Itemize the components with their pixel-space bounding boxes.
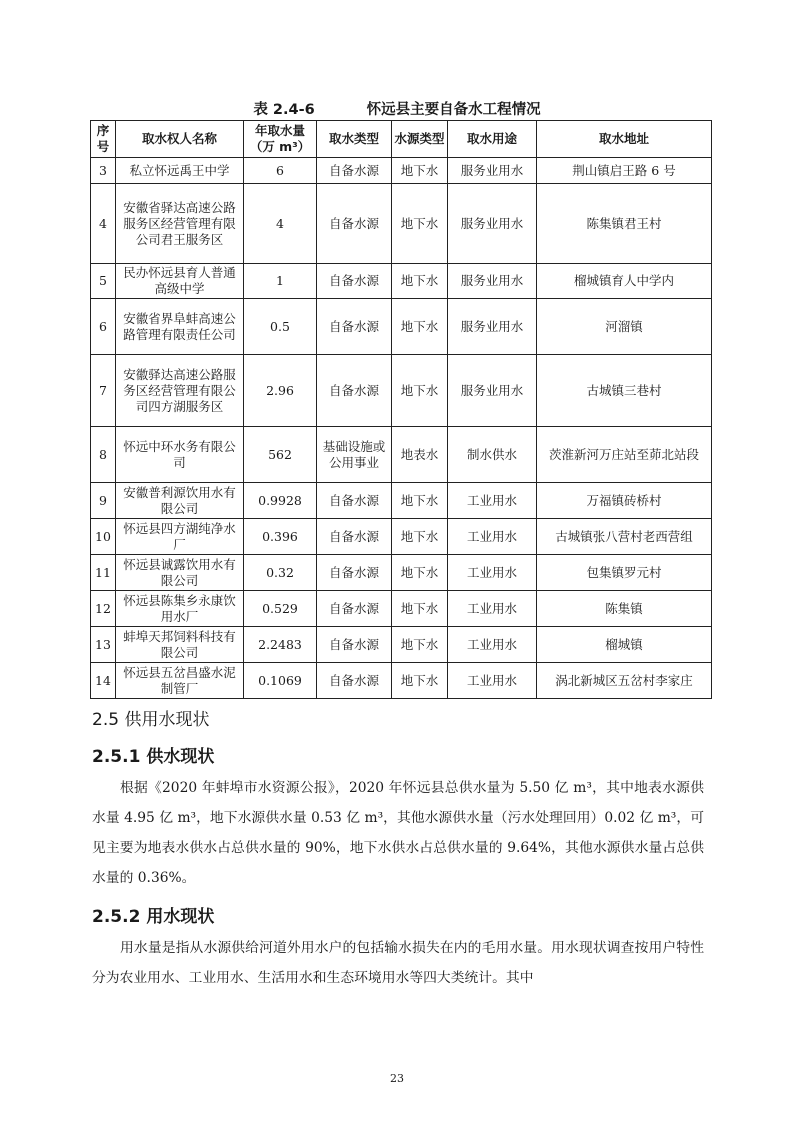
table-cell: 制水供水 [448, 427, 537, 483]
supply-paragraph: 根据《2020 年蚌埠市水资源公报》，2020 年怀远县总供水量为 5.50 亿 m³，其中地表水源供水量 4.95 亿 m³，地下水源供水量 0.53 亿 m³，其他水源供水量（污水处理回用）0.02 亿 m³，可见主要为地表水供水占总供水量的 90%，地下水供水占总供水量的 9.64%，其他水源供水量占总供水量的 0.36%。 [92, 780, 704, 886]
table-cell: 6 [91, 299, 116, 355]
table-cell: 地下水 [392, 264, 448, 299]
table-cell: 0.32 [244, 555, 317, 591]
table-cell: 河溜镇 [537, 299, 712, 355]
section-heading-2-5-1: 2.5.1 供水现状 [92, 747, 215, 767]
table-cell: 自备水源 [317, 184, 392, 264]
table-body [91, 158, 712, 699]
table-cell: 服务业用水 [448, 355, 537, 427]
table-row [91, 591, 712, 627]
table-cell: 自备水源 [317, 663, 392, 699]
table-cell: 安徽普利源饮用水有限公司 [116, 483, 244, 519]
table-cell: 9 [91, 483, 116, 519]
table-cell: 0.9928 [244, 483, 317, 519]
table-cell: 自备水源 [317, 555, 392, 591]
table-cell: 包集镇罗元村 [537, 555, 712, 591]
table-cell: 13 [91, 627, 116, 663]
table-cell: 2.96 [244, 355, 317, 427]
table-row [91, 355, 712, 427]
section-heading-2-5: 2.5 供用水现状 [92, 710, 210, 730]
column-header: 年取水量（万 m³） [244, 121, 317, 158]
table-cell: 0.1069 [244, 663, 317, 699]
table-cell: 10 [91, 519, 116, 555]
table-cell: 自备水源 [317, 158, 392, 184]
table-cell: 榴城镇育人中学内 [537, 264, 712, 299]
table-cell: 工业用水 [448, 663, 537, 699]
table-row [91, 427, 712, 483]
table-cell: 服务业用水 [448, 158, 537, 184]
table-cell: 12 [91, 591, 116, 627]
table-cell: 蚌埠天邦饲料科技有限公司 [116, 627, 244, 663]
table-caption [0, 98, 794, 119]
table-cell: 地下水 [392, 555, 448, 591]
table-cell: 工业用水 [448, 519, 537, 555]
table-cell: 涡北新城区五岔村李家庄 [537, 663, 712, 699]
table-cell: 7 [91, 355, 116, 427]
table-cell: 古城镇三巷村 [537, 355, 712, 427]
table-cell: 服务业用水 [448, 299, 537, 355]
table-cell: 0.396 [244, 519, 317, 555]
water-projects-table [90, 120, 712, 699]
use-paragraph: 用水量是指从水源供给河道外用水户的包括输水损失在内的毛用水量。用水现状调查按用户特性分为农业用水、工业用水、生活用水和生态环境用水等四大类统计。其中 [92, 940, 704, 986]
table-cell: 4 [244, 184, 317, 264]
table-cell: 万福镇砖桥村 [537, 483, 712, 519]
column-header: 序号 [91, 121, 116, 158]
table-row [91, 483, 712, 519]
table-cell: 怀远县四方湖纯净水厂 [116, 519, 244, 555]
table-cell: 地下水 [392, 355, 448, 427]
table-cell: 地下水 [392, 519, 448, 555]
table-row [91, 627, 712, 663]
table-cell: 安徽省驿达高速公路服务区经营管理有限公司君王服务区 [116, 184, 244, 264]
table-cell: 地下水 [392, 483, 448, 519]
table-cell: 民办怀远县育人普通高级中学 [116, 264, 244, 299]
table-cell: 怀远中环水务有限公司 [116, 427, 244, 483]
table-title: 怀远县主要自备水工程情况 [366, 102, 541, 118]
section-heading-2-5-2: 2.5.2 用水现状 [92, 907, 215, 927]
table-cell: 私立怀远禹王中学 [116, 158, 244, 184]
table-row [91, 158, 712, 184]
table-row [91, 663, 712, 699]
table-cell: 11 [91, 555, 116, 591]
table-cell: 自备水源 [317, 519, 392, 555]
table-cell: 服务业用水 [448, 184, 537, 264]
table-cell: 4 [91, 184, 116, 264]
table-cell: 安徽省界阜蚌高速公路管理有限责任公司 [116, 299, 244, 355]
table-cell: 地下水 [392, 663, 448, 699]
table-number: 表 2.4-6 [253, 102, 315, 118]
table-cell: 地下水 [392, 591, 448, 627]
table-row [91, 299, 712, 355]
table-cell: 榴城镇 [537, 627, 712, 663]
table-cell: 2.2483 [244, 627, 317, 663]
table-cell: 14 [91, 663, 116, 699]
table-cell: 地表水 [392, 427, 448, 483]
table-cell: 地下水 [392, 299, 448, 355]
table-cell: 6 [244, 158, 317, 184]
table-cell: 服务业用水 [448, 264, 537, 299]
table-cell: 自备水源 [317, 299, 392, 355]
table-row [91, 264, 712, 299]
table-cell: 1 [244, 264, 317, 299]
table-cell: 自备水源 [317, 591, 392, 627]
table-cell: 工业用水 [448, 483, 537, 519]
table-cell: 自备水源 [317, 355, 392, 427]
table-cell: 工业用水 [448, 591, 537, 627]
table-cell: 工业用水 [448, 627, 537, 663]
table-cell: 地下水 [392, 158, 448, 184]
column-header: 取水权人名称 [116, 121, 244, 158]
table-cell: 0.5 [244, 299, 317, 355]
column-header: 取水用途 [448, 121, 537, 158]
table-cell: 陈集镇君王村 [537, 184, 712, 264]
table-cell: 荆山镇启王路 6 号 [537, 158, 712, 184]
table-row [91, 184, 712, 264]
table-cell: 8 [91, 427, 116, 483]
table-row [91, 555, 712, 591]
table-cell: 5 [91, 264, 116, 299]
table-cell: 陈集镇 [537, 591, 712, 627]
table-cell: 怀远县陈集乡永康饮用水厂 [116, 591, 244, 627]
table-cell: 自备水源 [317, 627, 392, 663]
table-cell: 怀远县诚露饮用水有限公司 [116, 555, 244, 591]
table-header-row [91, 121, 712, 158]
table-cell: 工业用水 [448, 555, 537, 591]
column-header: 取水地址 [537, 121, 712, 158]
table-cell: 古城镇张八营村老西营组 [537, 519, 712, 555]
table-cell: 安徽驿达高速公路服务区经营管理有限公司四方湖服务区 [116, 355, 244, 427]
table-cell: 562 [244, 427, 317, 483]
table-cell: 地下水 [392, 184, 448, 264]
table-row [91, 519, 712, 555]
table-cell: 茨淮新河万庄站至茆北站段 [537, 427, 712, 483]
page-number: 23 [390, 1072, 404, 1085]
table-cell: 3 [91, 158, 116, 184]
table-cell: 基础设施或公用事业 [317, 427, 392, 483]
table-cell: 自备水源 [317, 264, 392, 299]
table-cell: 地下水 [392, 627, 448, 663]
table-cell: 0.529 [244, 591, 317, 627]
column-header: 水源类型 [392, 121, 448, 158]
table-cell: 自备水源 [317, 483, 392, 519]
column-header: 取水类型 [317, 121, 392, 158]
table-cell: 怀远县五岔昌盛水泥制管厂 [116, 663, 244, 699]
